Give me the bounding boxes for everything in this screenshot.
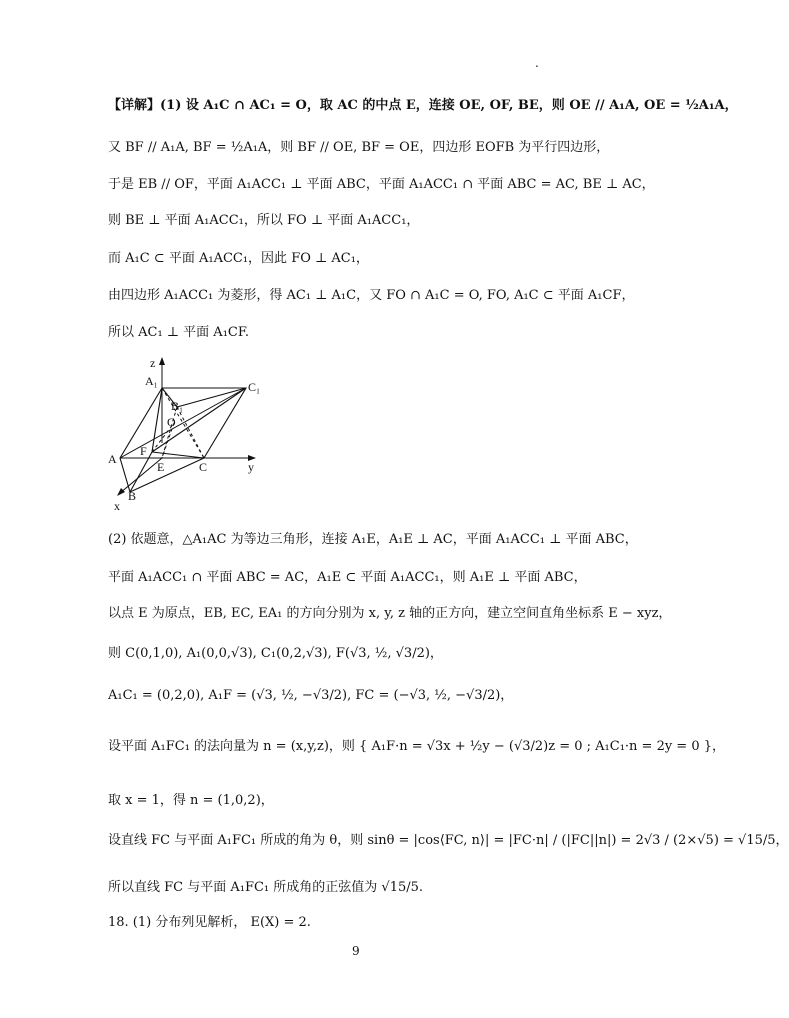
page-number: 9: [352, 944, 360, 958]
text-line-13: 设平面 A₁FC₁ 的法向量为 n = (x,y,z)，则 { A₁F·n = √3x + ½y − (√3/2)z = 0 ; A₁C₁·n = 2y = 0 }，: [108, 739, 726, 754]
text-line-4: 则 BE ⊥ 平面 A₁ACC₁，所以 FO ⊥ 平面 A₁ACC₁，: [108, 213, 420, 228]
z-axis-arrow: [159, 357, 165, 365]
text-line-3: 于是 EB // OF，平面 A₁ACC₁ ⊥ 平面 ABC，平面 A₁ACC₁ ∩ 平面 ABC = AC, BE ⊥ AC，: [108, 177, 655, 192]
text-line-8: (2) 依题意，△A₁AC 为等边三角形，连接 A₁E，A₁E ⊥ AC，平面 A₁ACC₁ ⊥ 平面 ABC，: [108, 532, 638, 547]
header-mark: .: [535, 56, 539, 70]
label-C1: C₁: [248, 380, 261, 394]
label-x: x: [114, 499, 120, 513]
text-line-6: 由四边形 A₁ACC₁ 为菱形，得 AC₁ ⊥ A₁C，又 FO ∩ A₁C = O, FO, A₁C ⊂ 平面 A₁CF，: [108, 288, 635, 303]
label-A: A: [108, 452, 117, 466]
x-axis: [120, 458, 165, 493]
edge-FA1: [152, 388, 162, 452]
label-C: C: [199, 460, 208, 474]
text-line-16: 所以直线 FC 与平面 A₁FC₁ 所成角的正弦值为 √15/5.: [108, 880, 424, 895]
label-O: O: [167, 415, 176, 429]
text-line-2: 又 BF // A₁A, BF = ½A₁A，则 BF // OE, BF = OE，四边形 EOFB 为平行四边形，: [108, 140, 610, 155]
text-line-5: 而 A₁C ⊂ 平面 A₁ACC₁，因此 FO ⊥ AC₁，: [108, 251, 369, 266]
text-line-7: 所以 AC₁ ⊥ 平面 A₁CF.: [108, 325, 249, 340]
edge-AB: [120, 458, 130, 492]
label-z: z: [150, 356, 156, 370]
text-line-10: 以点 E 为原点，EB, EC, EA₁ 的方向分别为 x, y, z 轴的正方向，建立空间直角坐标系 E − xyz，: [108, 606, 672, 621]
label-y: y: [248, 460, 254, 474]
text-line-1: 【详解】(1) 设 A₁C ∩ AC₁ = O，取 AC 的中点 E，连接 OE, OF, BE，则 OE // A₁A, OE = ½A₁A，: [108, 98, 738, 113]
label-F: F: [140, 444, 147, 458]
edge-B1C1: [177, 388, 246, 407]
text-line-9: 平面 A₁ACC₁ ∩ 平面 ABC = AC，A₁E ⊂ 平面 A₁ACC₁，则 A₁E ⊥ 平面 ABC，: [108, 570, 587, 585]
text-line-17: 18. (1) 分布列见解析， E(X) = 2.: [108, 915, 311, 930]
label-E: E: [157, 460, 165, 474]
label-A1: A₁: [145, 374, 158, 388]
edge-FC: [152, 452, 204, 458]
label-B: B: [128, 489, 137, 503]
text-line-15: 设直线 FC 与平面 A₁FC₁ 所成的角为 θ，则 sinθ = |cos⟨FC, n⟩| = |FC·n| / (|FC||n|) = 2√3 / (2×√5) = √15/5，: [108, 833, 789, 848]
text-line-12: A₁C₁ = (0,2,0), A₁F = (√3, ½, −√3/2), FC = (−√3, ½, −√3/2)，: [108, 688, 514, 703]
text-line-14: 取 x = 1，得 n = (1,0,2)，: [108, 793, 274, 808]
text-line-11: 则 C(0,1,0), A₁(0,0,√3), C₁(0,2,√3), F(√3, ½, √3/2)，: [108, 646, 443, 661]
prism-diagram: [100, 355, 270, 515]
label-B1: B₁: [171, 399, 184, 413]
